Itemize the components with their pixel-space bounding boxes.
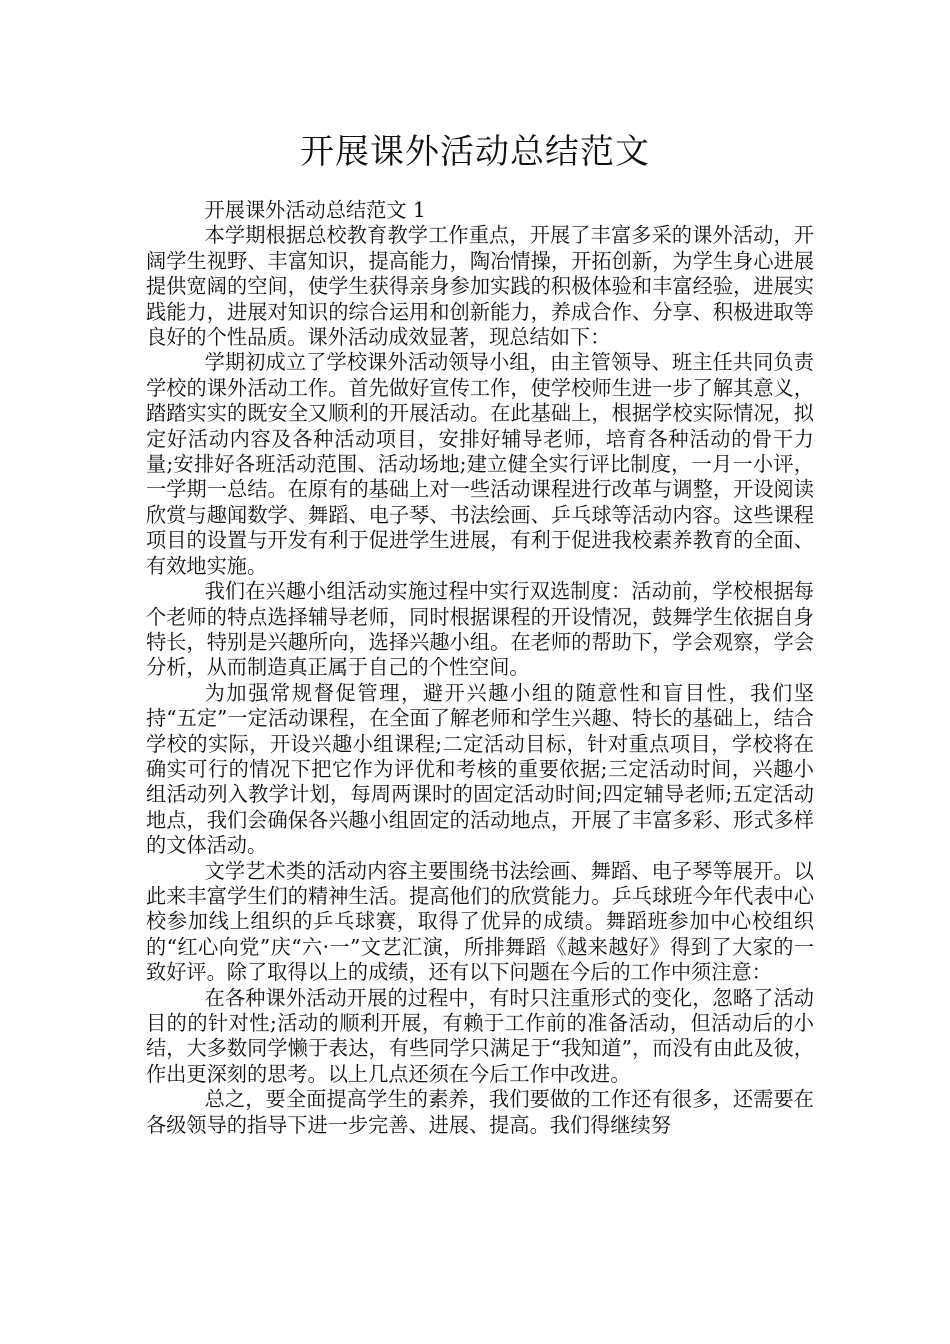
paragraph-selection: 我们在兴趣小组活动实施过程中实行双选制度：活动前，学校根据每个老师的特点选择辅导老师，同时根据课程的开设情况，鼓舞学生依据自身特长，特别是兴趣所向，选择兴趣小组。在老师的帮助下，学会观察，学会分析，从而制造真正属于自己的个性空间。 [146,579,814,680]
paragraph-organization: 学期初成立了学校课外活动领导小组，由主管领导、班主任共同负责学校的课外活动工作。首先做好宣传工作，使学校师生进一步了解其意义，踏踏实实的既安全又顺利的开展活动。在此基础上，根据学校实际情况，拟定好活动内容及各种活动项目，安排好辅导老师，培育各种活动的骨干力量;安排好各班活动范围、活动场地;建立健全实行评比制度，一月一小评，一学期一总结。在原有的基础上对一些活动课程进行改革与调整，开设阅读欣赏与趣闻数学、舞蹈、电子琴、书法绘画、乒乓球等活动内容。这些课程项目的设置与开发有利于促进学生进展，有利于促进我校素养教育的全面、有效地实施。 [146,350,814,578]
section-heading: 开展课外活动总结范文 1 [204,198,426,222]
paragraph-management: 为加强常规督促管理，避开兴趣小组的随意性和盲目性，我们坚持“五定”一定活动课程，在全面了解老师和学生兴趣、特长的基础上，结合学校的实际，开设兴趣小组课程;二定活动目标，针对重点项目，学校将在确实可行的情况下把它作为评优和考核的重要依据;三定活动时间，兴趣小组活动列入教学计划，每周两课时的固定活动时间;四定辅导老师;五定活动地点，我们会确保各兴趣小组固定的活动地点，开展了丰富多彩、形式多样的文体活动。 [146,680,814,858]
paragraph-intro: 本学期根据总校教育教学工作重点，开展了丰富多采的课外活动，开阔学生视野、丰富知识，提高能力，陶冶情操，开拓创新，为学生身心进展提供宽阔的空间，使学生获得亲身参加实践的积极体验和丰富经验，进展实践能力，进展对知识的综合运用和创新能力，养成合作、分享、积极进取等良好的个性品质。课外活动成效显著，现总结如下： [146,223,814,350]
paragraph-issues: 在各种课外活动开展的过程中，有时只注重形式的变化，忽略了活动目的的针对性;活动的顺利开展，有赖于工作前的准备活动，但活动后的小结，大多数同学懒于表达，有些同学只满足于“我知道”，而没有由此及彼，作出更深刻的思考。以上几点还须在今后工作中改进。 [146,985,814,1086]
document-title: 开展课外活动总结范文 [300,132,650,172]
paragraph-arts: 文学艺术类的活动内容主要围绕书法绘画、舞蹈、电子琴等展开。以此来丰富学生们的精神生活。提高他们的欣赏能力。乒乓球班今年代表中心校参加线上组织的乒乓球赛，取得了优异的成绩。舞蹈班参加中心校组织的“红心向党”庆“六·一”文艺汇演，所排舞蹈《越来越好》得到了大家的一致好评。除了取得以上的成绩，还有以下问题在今后的工作中须注意： [146,858,814,985]
document-body [146,198,814,1138]
paragraph-summary: 总之，要全面提高学生的素养，我们要做的工作还有很多，还需要在各级领导的指导下进一步完善、进展、提高。我们得继续努 [146,1087,814,1137]
